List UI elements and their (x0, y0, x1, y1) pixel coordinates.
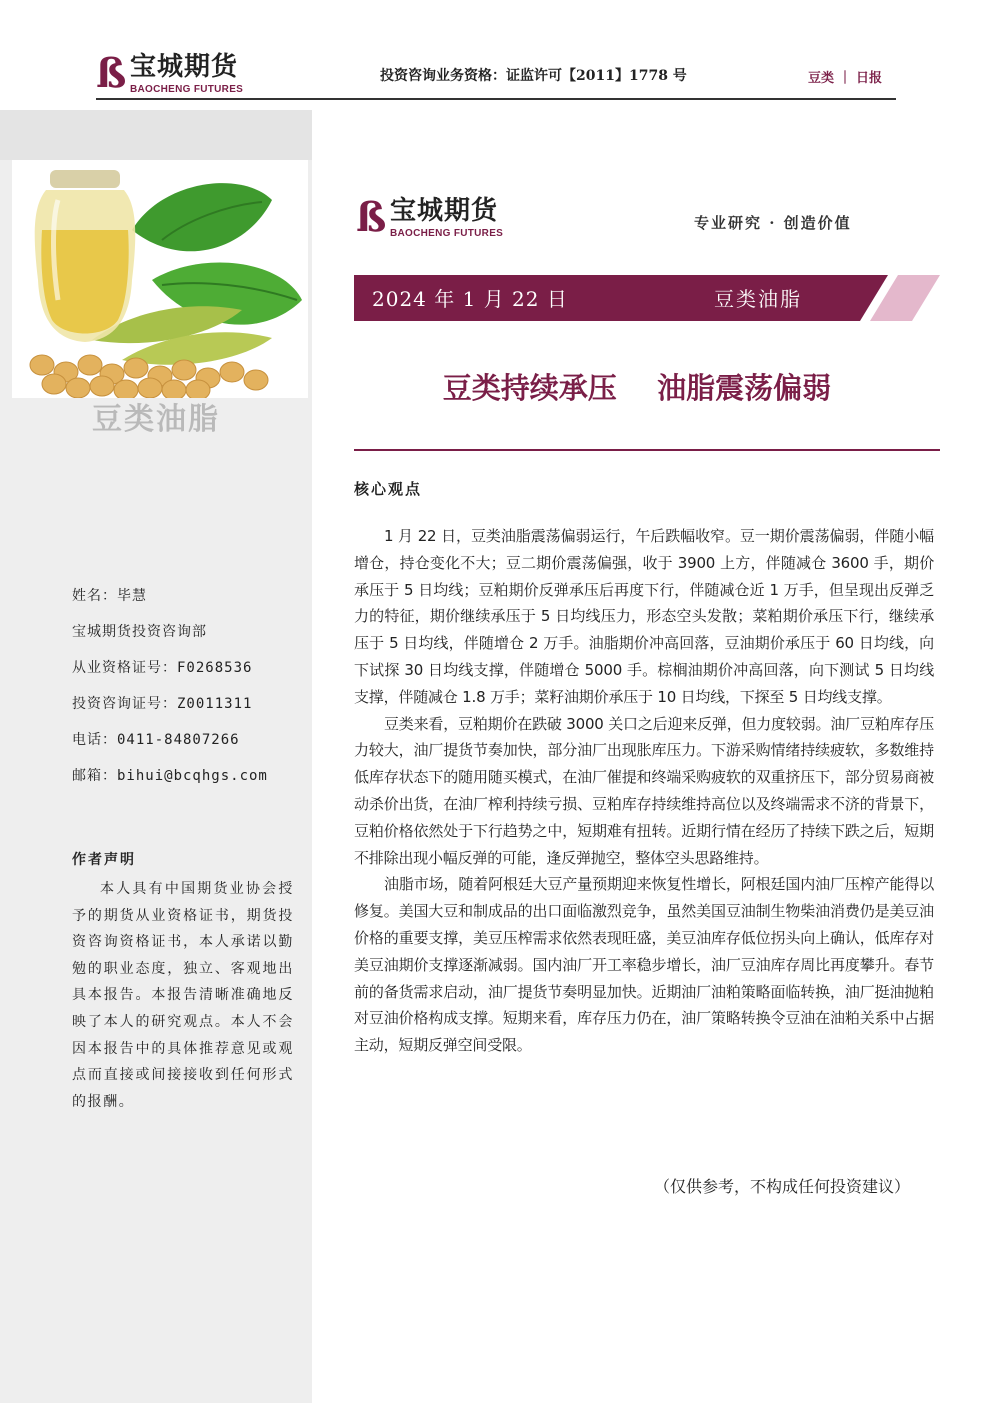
soy-oil-jar-icon (12, 160, 308, 398)
report-body (354, 523, 934, 1059)
report-headline: 豆类持续承压 油脂震荡偏弱 (442, 371, 832, 405)
header-logo (96, 52, 256, 98)
header-logo-en: BAOCHENG FUTURES (130, 84, 244, 95)
main-logo-en: BAOCHENG FUTURES (390, 228, 504, 239)
practice-license-no: 从业资格证号：F0268536 (72, 660, 253, 676)
sidebar-title: 豆类油脂 (92, 402, 220, 437)
declaration-title: 作者声明 (72, 852, 136, 868)
header-divider (96, 98, 896, 100)
declaration-text: 本人具有中国期货业协会授予的期货从业资格证书，期货投资咨询资格证书，本人承诺以勤勉的职业态度，独立、客观地出具本报告。本报告清晰准确地反映了本人的研究观点。本人不会因本报告中的具体推荐意见或观点而直接或间接接收到任何形式的报酬。 (72, 881, 294, 1110)
page-header (0, 0, 992, 100)
analyst-name: 姓名：毕慧 (72, 588, 147, 604)
paragraph-soybean-meal: 豆类来看，豆粕期价在跌破 3000 关口之后迎来反弹，但力度较弱。油厂豆粕库存压力较大，油厂提货节奏加快，部分油厂出现胀库压力。下游采购情绪持续疲软，多数维持低库存状态下的随用随买模式，在油厂催提和终端采购疲软的双重挤压下，部分贸易商被动杀价出货，在油厂榨利持续亏损、豆粕库存持续维持高位以及终端需求不济的背景下，豆粕价格依然处于下行趋势之中，短期难有扭转。近期行情在经历了持续下跌之后，短期不排除出现小幅反弹的可能，逢反弹抛空，整体空头思路维持。 (354, 714, 934, 867)
report-date: 2024 年 1 月 22 日 (372, 287, 568, 311)
report-category: 豆类油脂 (714, 287, 802, 311)
analyst-department: 宝城期货投资咨询部 (72, 624, 207, 640)
main-logo-cn: 宝城期货 (390, 196, 499, 226)
analyst-phone: 电话：0411-84807266 (72, 732, 240, 748)
advisory-license-no: 投资咨询证号：Z0011311 (72, 696, 253, 712)
baocheng-logo-icon: ß (356, 194, 387, 241)
disclaimer: （仅供参考，不构成任何投资建议） (654, 1177, 911, 1196)
sidebar-top-band (0, 110, 312, 160)
license-text: 投资咨询业务资格：证监许可【2011】1778 号 (380, 68, 687, 84)
core-view-title: 核心观点 (354, 480, 423, 498)
paragraph-oils: 油脂市场，随着阿根廷大豆产量预期迎来恢复性增长，阿根廷国内油厂压榨产能得以修复。美国大豆和制成品的出口面临激烈竞争，虽然美国豆油制生物柴油消费仍是美豆油价格的重要支撑，美豆压榨需求依然表现旺盛，美豆油库存低位拐头向上确认，低库存对美豆油期价支撑逐渐减弱。国内油厂开工率稳步增长，油厂豆油库存周比再度攀升。春节前的备货需求启动，油厂提货节奏明显加快。近期油厂油粕策略面临转换，油厂挺油抛粕对豆油价格构成支撑。短期来看，库存压力仍在，油厂策略转换令豆油在油粕关系中占据主动，短期反弹空间受限。 (354, 875, 934, 1055)
report-tag: 豆类 ｜ 日报 (808, 71, 883, 86)
header-logo-cn: 宝城期货 (130, 52, 239, 82)
analyst-contact (72, 578, 302, 794)
headline-divider (354, 449, 940, 451)
paragraph-daily-summary: 1 月 22 日，豆类油脂震荡偏弱运行，午后跌幅收窄。豆一期价震荡偏弱，伴随小幅增仓，持仓变化不大；豆二期价震荡偏强，收于 3900 上方，伴随减仓 3600 手，期价承压于 5 日均线；豆粕期价反弹承压后再度下行，伴随减仓近 1 万手，但呈现出反弹乏力的特征，期价继续承压于 5 日均线压力，形态空头发散；菜粕期价承压下行，继续承压于 5 日均线，伴随增仓 2 万手。油脂期价冲高回落，豆油期价承压于 60 日均线，向下试探 30 日均线支撑，伴随增仓 5000 手。棕榈油期价冲高回落，向下测试 5 日均线支撑，伴随减仓 1.8 万手；菜籽油期价承压于 10 日均线，下探至 5 日均线支撑。 (354, 527, 934, 706)
baocheng-logo-icon: ß (96, 50, 127, 97)
analyst-email[interactable]: 邮箱：bihui@bcqhgs.com (72, 768, 268, 784)
main-logo (356, 196, 526, 242)
slogan: 专业研究 · 创造价值 (694, 214, 852, 232)
